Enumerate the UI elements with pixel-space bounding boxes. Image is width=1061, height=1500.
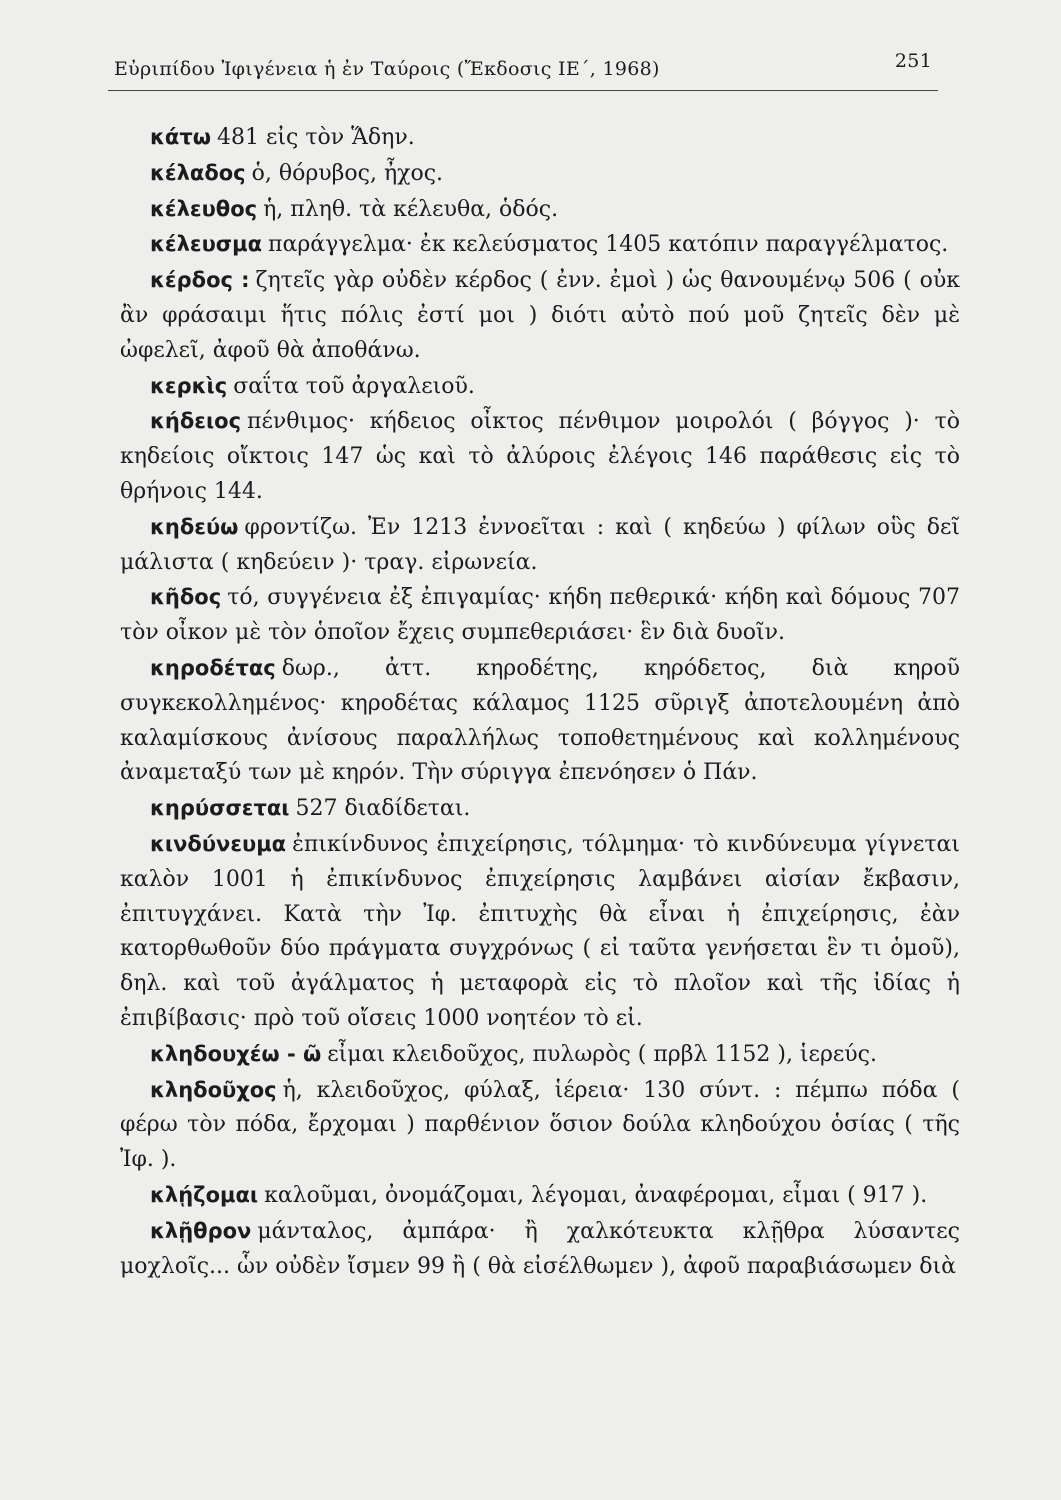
lemma: κέλαδος <box>150 160 246 185</box>
definition: ὁ, θόρυβος, ἦχος. <box>251 160 444 186</box>
lemma: κλῇθρον <box>150 1218 252 1243</box>
entry-keleuthos <box>120 192 960 228</box>
definition: καλοῦμαι, ὀνομάζομαι, λέγομαι, ἀναφέρομαι, εἶμαι ( 917 ). <box>264 1182 928 1208</box>
lemma: κέλευθος <box>150 196 258 221</box>
lemma: κηρύσσεται <box>150 796 290 821</box>
entry-klezomai <box>120 1178 960 1214</box>
definition: φροντίζω. Ἐν 1213 ἐννοεῖται : καὶ ( κηδεύω ) φίλων οὓς δεῖ μάλιστα ( κηδεύειν )· τραγ. εἰρωνεία. <box>120 514 960 575</box>
entry-keleusma <box>120 227 960 263</box>
lemma: κηροδέτας <box>150 655 276 680</box>
lemma: κερκὶς <box>150 373 228 398</box>
entry-kerkis <box>120 369 960 405</box>
lemma: κῆδος <box>150 585 222 610</box>
entry-kerdos <box>120 263 960 368</box>
lemma: κέρδος : <box>150 268 250 293</box>
entry-kledouchos <box>120 1073 960 1178</box>
entry-kedeuo <box>120 510 960 581</box>
page-number: 251 <box>894 50 932 72</box>
lemma: κλῄζομαι <box>150 1182 259 1207</box>
entry-kerodetas <box>120 651 960 791</box>
definition: δωρ., ἀττ. κηροδέτης, κηρόδετος, διὰ κηροῦ συγκεκολλημένος· κηροδέτας κάλαμος 1125 σῦριγξ ἀποτελουμένη ἀπὸ καλαμίσκους ἀνίσους παραλλήλως τοποθετημένους καὶ κολλημένους ἀναμεταξύ των μὲ κηρόν. Τὴν σύριγγα ἐπενόησεν ὁ Πάν. <box>120 655 960 786</box>
lemma: κληδοῦχος <box>150 1077 277 1102</box>
entry-kleithron <box>120 1214 960 1285</box>
running-header <box>108 46 938 91</box>
dictionary-body <box>120 120 960 1284</box>
entry-kedeios <box>120 404 960 509</box>
definition: σαΐτα τοῦ ἀργαλειοῦ. <box>233 373 475 399</box>
definition: ἡ, κλειδοῦχος, φύλαξ, ἱέρεια· 130 σύντ. : πέμπω πόδα ( φέρω τὸν πόδα, ἔρχομαι ) παρθένιον ὅσιον δούλα κληδούχου ὁσίας ( τῆς Ἰφ. ). <box>120 1077 960 1173</box>
definition: μάνταλος, ἀμπάρα· ἢ χαλκότευκτα κλῇθρα λύσαντες μοχλοῖς... ὧν οὐδὲν ἴσμεν 99 ἢ ( θὰ εἰσέλθωμεν ), ἀφοῦ παραβιάσωμεν διὰ <box>120 1218 960 1279</box>
definition: ἡ, πληθ. τὰ κέλευθα, ὁδός. <box>263 196 559 222</box>
entry-kerussetai <box>120 791 960 827</box>
definition: 481 εἰς τὸν Ἅδην. <box>217 125 415 150</box>
lemma: κέλευσμα <box>150 232 263 257</box>
entry-kledoucheo <box>120 1037 960 1073</box>
definition: παράγγελμα· ἐκ κελεύσματος 1405 κατόπιν παραγγέλματος. <box>268 232 949 258</box>
header-title: Εὐριπίδου Ἰφιγένεια ἡ ἐν Ταύροις (Ἔκδοσις ΙΕ΄, 1968) <box>114 58 660 80</box>
definition: εἶμαι κλειδοῦχος, πυλωρὸς ( πρβλ 1152 ), ἱερεύς. <box>327 1041 877 1067</box>
entry-kindyneuma <box>120 827 960 1037</box>
definition: τό, συγγένεια ἐξ ἐπιγαμίας· κήδη πεθερικά· κήδη καὶ δόμους 707 τὸν οἶκον μὲ τὸν ὁποῖον ἔχεις συμπεθεριάσει· ἓν διὰ δυοῖν. <box>120 585 960 646</box>
definition: ζητεῖς γὰρ οὐδὲν κέρδος ( ἐνν. ἐμοὶ ) ὡς θανουμένῳ 506 ( οὐκ ἂν φράσαιμι ἥτις πόλις ἐστί μοι ) διότι αὐτὸ πού μοῦ ζητεῖς δὲν μὲ ὠφελεῖ, ἀφοῦ θὰ ἀποθάνω. <box>120 268 960 363</box>
lemma: κήδειος <box>150 409 242 434</box>
entry-kato <box>120 120 960 156</box>
lemma: κάτω <box>150 125 212 149</box>
lemma: κινδύνευμα <box>150 831 287 856</box>
entry-kedos <box>120 580 960 651</box>
definition: ἐπικίνδυνος ἐπιχείρησις, τόλμημα· τὸ κινδύνευμα γίγνεται καλὸν 1001 ἡ ἐπικίνδυνος ἐπιχείρησις λαμβάνει αἰσίαν ἔκβασιν, ἐπιτυγχάνει. Κατὰ τὴν Ἰφ. ἐπιτυχὴς θὰ εἶναι ἡ ἐπιχείρησις, ἐὰν κατορθωθοῦν δύο πράγματα συγχρόνως ( εἰ ταῦτα γενήσεται ἓν τι ὁμοῦ), δηλ. καὶ τοῦ ἀγάλματος ἡ μεταφορὰ εἰς τὸ πλοῖον καὶ τῆς ἰδίας ἡ ἐπιβίβασις· πρὸ τοῦ οἴσεις 1000 νοητέον τὸ εἰ. <box>120 831 960 1031</box>
lemma: κηδεύω <box>150 514 239 539</box>
definition: πένθιμος· κήδειος οἶκτος πένθιμον μοιρολόι ( βόγγος )· τὸ κηδείοις οἴκτοις 147 ὡς καὶ τὸ ἀλύροις ἐλέγοις 146 παράθεσις εἰς τὸ θρήνοις 144. <box>120 409 960 504</box>
entry-kelados <box>120 156 960 192</box>
definition: 527 διαδίδεται. <box>295 796 471 822</box>
lemma: κληδουχέω - ῶ <box>150 1041 322 1066</box>
